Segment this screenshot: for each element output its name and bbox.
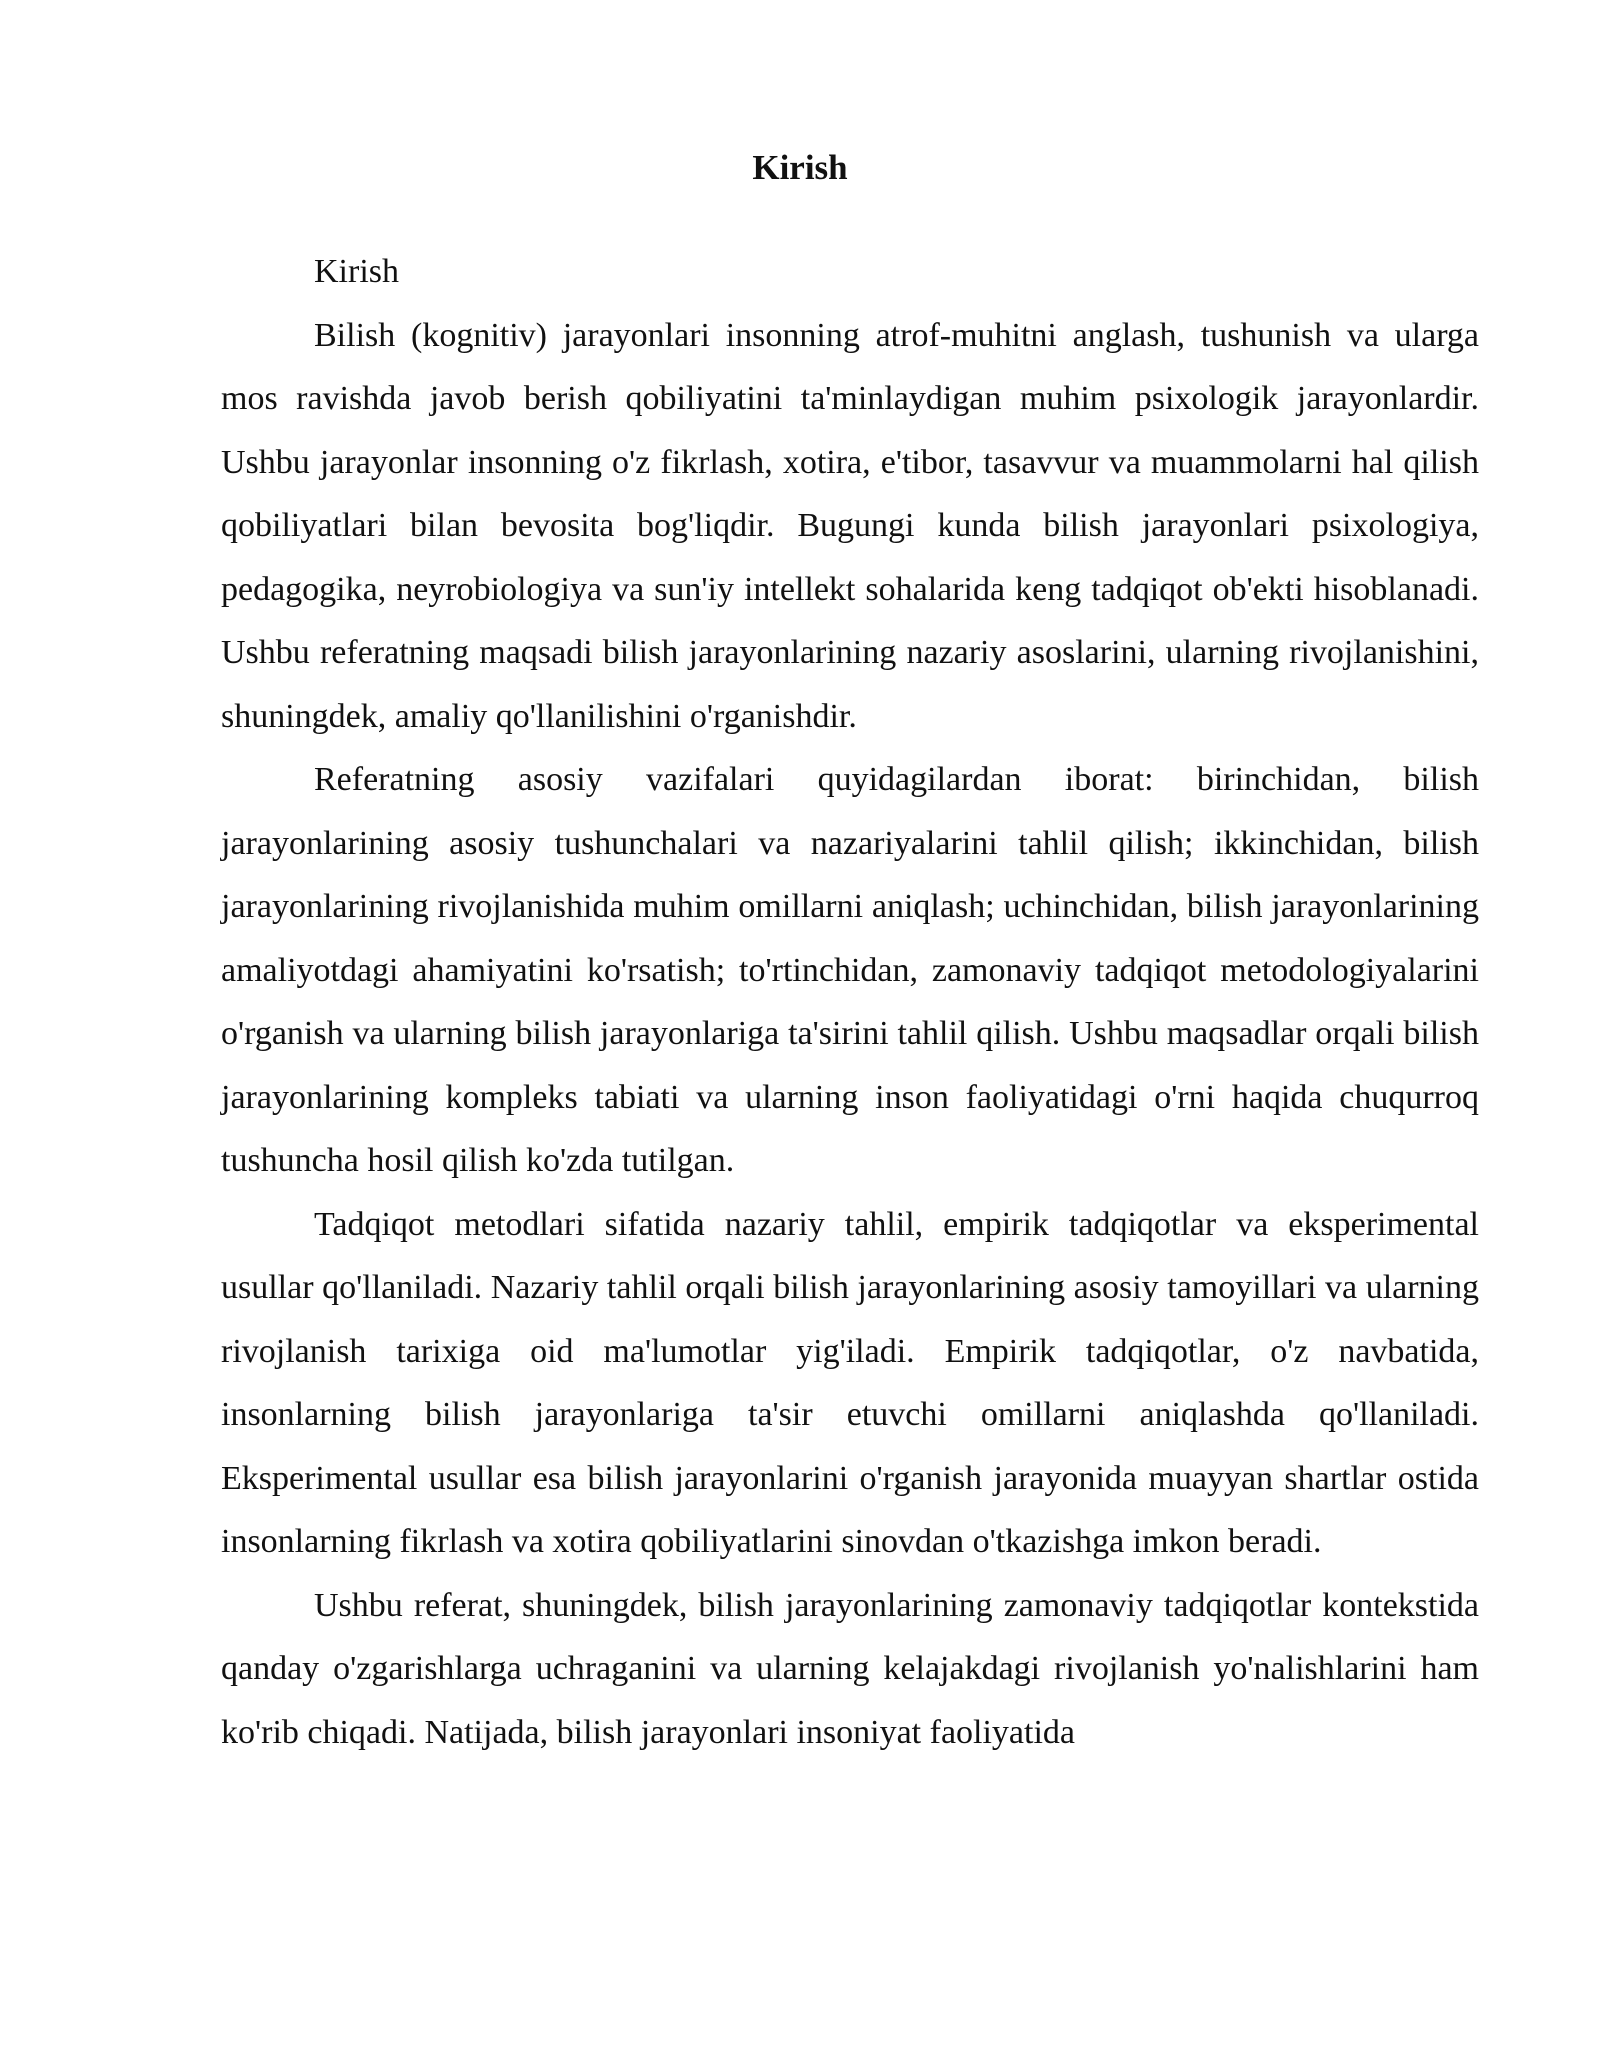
paragraph-conclusion: Ushbu referat, shuningdek, bilish jarayonlarining zamonaviy tadqiqotlar kontekstida qanday o'zgarishlarga uchraganini va ularning kelajakdagi rivojlanish yo'nalishlarini ham ko'rib chiqadi. Natijada, bilish jarayonlari insoniyat faoliyatida bbox=[221, 1586, 1479, 1751]
paragraph-intro: Bilish (kognitiv) jarayonlari insonning atrof-muhitni anglash, tushunish va ularga mos ravishda javob berish qobiliyatini ta'minlaydigan muhim psixologik jarayonlardir. Ushbu jarayonlar insonning o'z fikrlash, xotira, e'tibor, tasavvur va muammolarni hal qilish qobiliyatlari bilan bevosita bog'liqdir. Bugungi kunda bilish jarayonlari psixologiya, pedagogika, neyrobiologiya va sun'iy intellekt sohalarida keng tadqiqot ob'ekti hisoblanadi. Ushbu referatning maqsadi bilish jarayonlarining nazariy asoslarini, ularning rivojlanishini, shuningdek, amaliy qo'llanilishini o'rganishdir. bbox=[221, 316, 1479, 735]
section-subheading: Kirish bbox=[314, 253, 399, 290]
document-body bbox=[221, 240, 1479, 1764]
paragraph-methods: Tadqiqot metodlari sifatida nazariy tahlil, empirik tadqiqotlar va eksperimental usullar qo'llaniladi. Nazariy tahlil orqali bilish jarayonlarining asosiy tamoyillari va ularning rivojlanish tarixiga oid ma'lumotlar yig'iladi. Empirik tadqiqotlar, o'z navbatida, insonlarning bilish jarayonlariga ta'sir etuvchi omillarni aniqlashda qo'llaniladi. Eksperimental usullar esa bilish jarayonlarini o'rganish jarayonida muayyan shartlar ostida insonlarning fikrlash va xotira qobiliyatlarini sinovdan o'tkazishga imkon beradi. bbox=[221, 1205, 1479, 1560]
paragraph-tasks: Referatning asosiy vazifalari quyidagilardan iborat: birinchidan, bilish jarayonlarining asosiy tushunchalari va nazariyalarini tahlil qilish; ikkinchidan, bilish jarayonlarining rivojlanishida muhim omillarni aniqlash; uchinchidan, bilish jarayonlarining amaliyotdagi ahamiyatini ko'rsatish; to'rtinchidan, zamonaviy tadqiqot metodologiyalarini o'rganish va ularning bilish jarayonlariga ta'sirini tahlil qilish. Ushbu maqsadlar orqali bilish jarayonlarining kompleks tabiati va ularning inson faoliyatidagi o'rni haqida chuqurroq tushuncha hosil qilish ko'zda tutilgan. bbox=[221, 761, 1479, 1179]
page-title: Kirish bbox=[752, 148, 848, 187]
